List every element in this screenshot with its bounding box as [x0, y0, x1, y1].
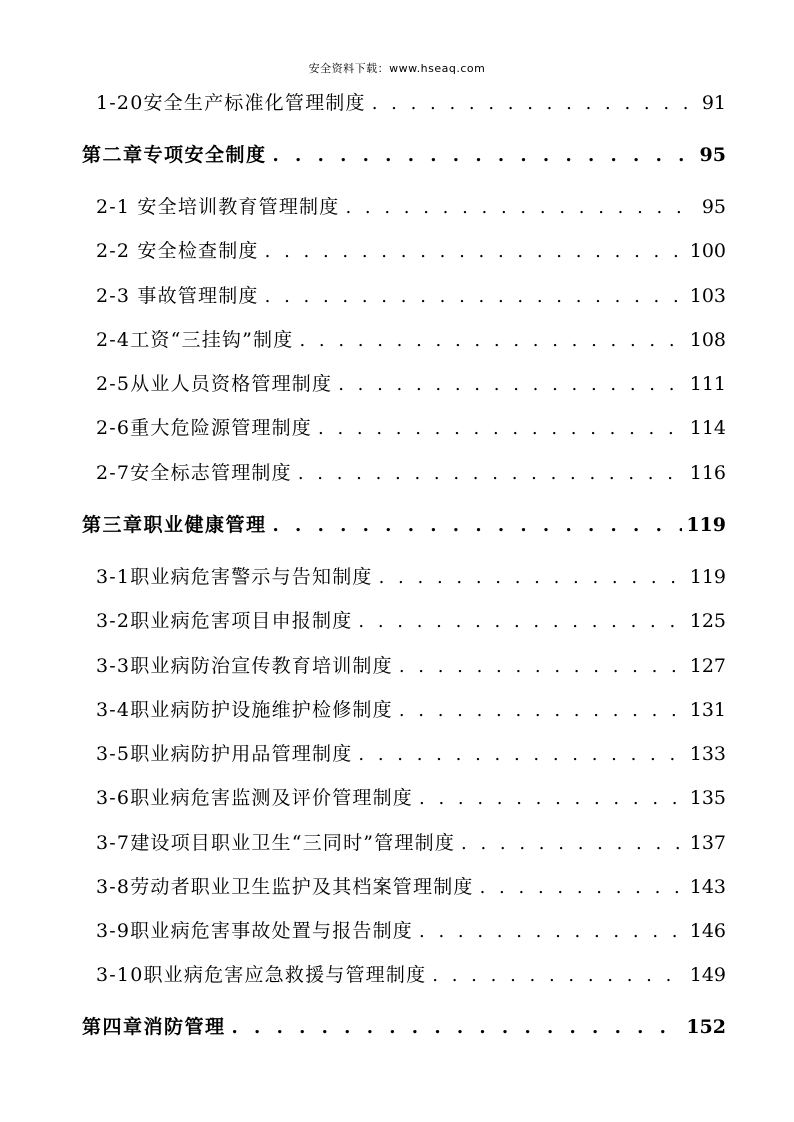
toc-entry[interactable] [96, 413, 726, 443]
toc-entry[interactable] [96, 325, 726, 355]
toc-dot-leader [345, 193, 688, 223]
toc-entry-page: 116 [689, 462, 726, 484]
toc-dot-leader [372, 89, 688, 119]
toc-entry-page: 91 [701, 92, 726, 114]
toc-dot-leader [298, 459, 686, 489]
toc-entry-page: 133 [689, 743, 726, 765]
toc-dot-leader [419, 917, 686, 947]
toc-entry[interactable] [96, 606, 726, 636]
toc-entry-page: 125 [689, 610, 726, 632]
toc-entry-title: 3-7建设项目职业卫生“三同时”管理制度 [96, 832, 456, 854]
toc-entry[interactable] [96, 651, 726, 681]
toc-entry[interactable] [96, 458, 726, 488]
toc-entry-page: 146 [689, 920, 726, 942]
toc-entry[interactable] [96, 739, 726, 769]
toc-entry-title: 3-1职业病危害警示与告知制度 [96, 566, 373, 588]
toc-dot-leader [318, 414, 686, 444]
toc-entry-title: 3-10职业病危害应急救援与管理制度 [96, 964, 427, 986]
toc-chapter-title: 第三章职业健康管理 [82, 514, 267, 536]
toc-dot-leader [273, 511, 683, 541]
toc-entry-title: 1-20安全生产标准化管理制度 [96, 92, 366, 114]
toc-entry-title: 2-4工资“三挂钩”制度 [96, 329, 294, 351]
toc-entry-page: 103 [689, 285, 726, 307]
toc-chapter-entry[interactable] [82, 140, 726, 170]
toc-chapter-page: 152 [686, 1016, 726, 1038]
toc-entry-title: 2-1 安全培训教育管理制度 [96, 196, 340, 218]
header-text: 安全资料下载：www.hseaq.com [308, 62, 486, 75]
toc-dot-leader [265, 282, 686, 312]
toc-entry-page: 108 [689, 329, 726, 351]
toc-dot-leader [432, 961, 685, 991]
toc-chapter-entry[interactable] [82, 1012, 726, 1042]
toc-entry-title: 3-9职业病危害事故处置与报告制度 [96, 920, 413, 942]
toc-entry-page: 114 [689, 417, 726, 439]
toc-entry[interactable] [96, 562, 726, 592]
toc-entry-title: 2-5从业人员资格管理制度 [96, 373, 333, 395]
toc-entry-title: 3-6职业病危害监测及评价管理制度 [96, 787, 413, 809]
toc-entry[interactable] [96, 916, 726, 946]
toc-chapter-page: 95 [699, 144, 726, 166]
toc-entry-title: 3-4职业病防护设施维护检修制度 [96, 699, 393, 721]
toc-dot-leader [399, 696, 686, 726]
toc-entry[interactable] [96, 828, 726, 858]
toc-entry[interactable] [96, 783, 726, 813]
toc-dot-leader [299, 326, 685, 356]
toc-dot-leader [232, 1013, 683, 1043]
toc-entry[interactable] [96, 872, 726, 902]
toc-chapter-entry[interactable] [82, 510, 726, 540]
toc-entry-title: 2-2 安全检查制度 [96, 240, 259, 262]
toc-entry[interactable] [96, 88, 726, 118]
toc-chapter-page: 119 [686, 514, 726, 536]
toc-entry-page: 127 [689, 655, 726, 677]
toc-chapter-title: 第二章专项安全制度 [82, 144, 267, 166]
toc-entry[interactable] [96, 192, 726, 222]
toc-dot-leader [265, 237, 686, 267]
toc-entry-title: 3-8劳动者职业卫生监护及其档案管理制度 [96, 876, 474, 898]
toc-entry-page: 95 [701, 196, 726, 218]
toc-dot-leader [461, 829, 686, 859]
toc-entry-title: 3-3职业病防治宣传教育培训制度 [96, 655, 393, 677]
toc-entry-title: 2-7安全标志管理制度 [96, 462, 292, 484]
toc-dot-leader [419, 784, 686, 814]
toc-dot-leader [399, 652, 686, 682]
toc-entry-page: 149 [689, 964, 726, 986]
toc-entry-title: 3-2职业病危害项目申报制度 [96, 610, 353, 632]
toc-dot-leader [358, 740, 685, 770]
toc-entry-page: 137 [689, 832, 726, 854]
toc-entry[interactable] [96, 281, 726, 311]
toc-entry-page: 135 [689, 787, 726, 809]
toc-entry[interactable] [96, 960, 726, 990]
toc-entry[interactable] [96, 236, 726, 266]
toc-entry[interactable] [96, 695, 726, 725]
toc-dot-leader [338, 370, 686, 400]
toc-entry[interactable] [96, 369, 726, 399]
toc-dot-leader [379, 563, 686, 593]
toc-entry-title: 3-5职业病防护用品管理制度 [96, 743, 353, 765]
page-header [0, 60, 794, 76]
toc-entry-page: 131 [689, 699, 726, 721]
toc-entry-page: 100 [689, 240, 726, 262]
toc-entry-title: 2-6重大危险源管理制度 [96, 417, 312, 439]
toc-dot-leader [358, 607, 685, 637]
toc-chapter-title: 第四章消防管理 [82, 1016, 226, 1038]
toc-entry-page: 143 [689, 876, 726, 898]
toc-dot-leader [480, 873, 686, 903]
toc-entry-title: 2-3 事故管理制度 [96, 285, 259, 307]
toc-dot-leader [273, 141, 688, 171]
toc-entry-page: 111 [689, 373, 726, 395]
toc-entry-page: 119 [689, 566, 726, 588]
